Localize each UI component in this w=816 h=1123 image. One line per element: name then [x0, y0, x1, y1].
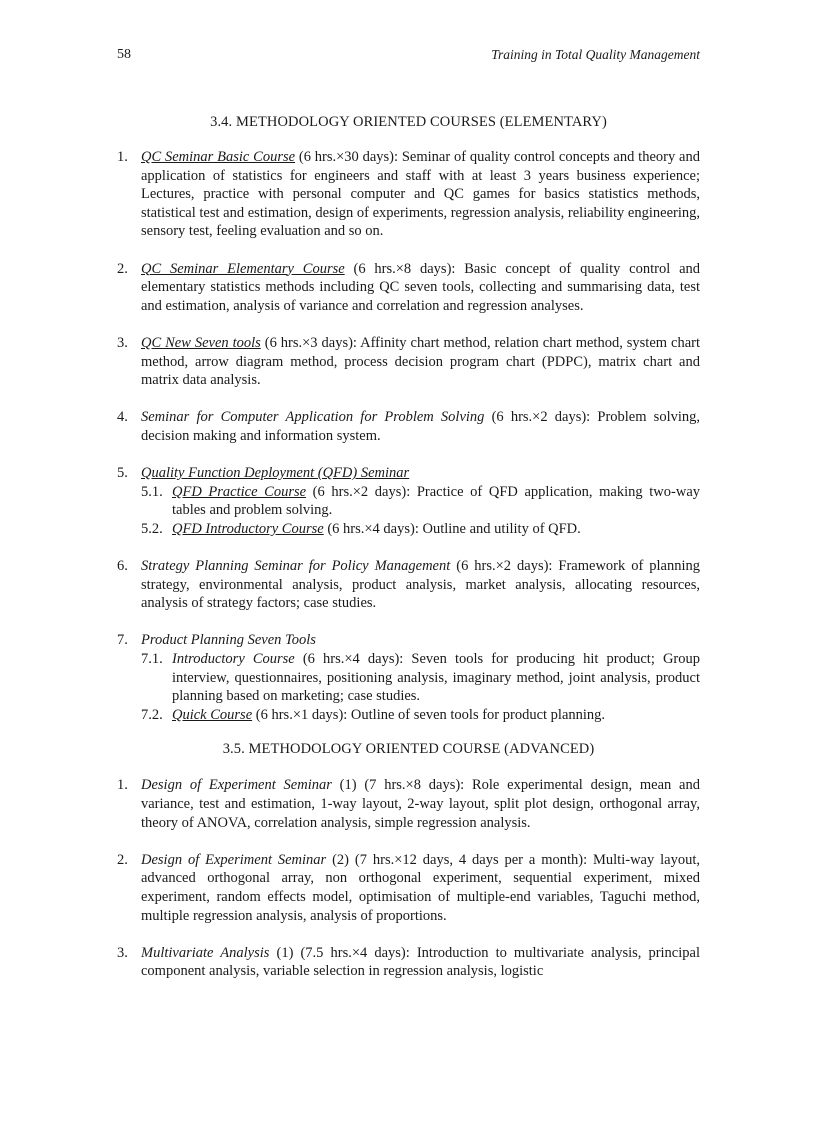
course-item: [117, 557, 700, 613]
course-number: 3.: [117, 944, 128, 961]
course-item: [117, 851, 700, 925]
course-detail: (6 hrs.×2 days): Framework of planning strategy, environmental analysis, product analysis, market analysis, allocating resources, analysis of strategy factors; case studies.: [141, 558, 700, 612]
subitem-title: Quick Course: [172, 706, 253, 723]
subitem-number: 7.1.: [141, 651, 163, 668]
course-detail: (6 hrs.×30 days): Seminar of quality control concepts and theory and application of statistics for engineers and staff with at least 3 years business experience; Lectures, practice with personal computer and QC games for basics statistics methods, statistical test and estimation, design of experiments, regression analysis, reliability engineering, sensory test, feeling evaluation and so on.: [141, 149, 700, 240]
course-item: [117, 776, 700, 832]
subitem-detail: (6 hrs.×4 days): Seven tools for producing hit product; Group interview, questionnaires, positioning analysis, imaginary method, joint analysis, product planning based on marketing; case studies.: [172, 651, 700, 705]
course-detail: (1) (7 hrs.×8 days): Role experimental design, mean and variance, test and estimation, 1-way layout, 2-way layout, split plot design, orthogonal array, theory of ANOVA, correlation analysis, simple regression analysis.: [141, 777, 700, 831]
subitem-number: 7.2.: [141, 706, 163, 723]
course-detail: (6 hrs.×8 days): Basic concept of quality control and elementary statistics methods including QC seven tools, collecting and summarising data, test and estimation, analysis of variance and correlation and regression analyses.: [141, 260, 701, 314]
course-item: [117, 464, 700, 538]
subitem-detail: (6 hrs.×1 days): Outline of seven tools for product planning.: [252, 706, 606, 723]
course-item: [117, 944, 700, 981]
course-number: 2.: [117, 260, 128, 277]
subitem-title: Introductory Course: [172, 651, 295, 668]
course-title: Product Planning Seven Tools: [141, 632, 316, 649]
course-subitems: [141, 650, 700, 724]
course-subitem: [141, 520, 700, 539]
page-header: [117, 47, 700, 67]
course-detail: (1) (7.5 hrs.×4 days): Introduction to multivariate analysis, principal component analysis, variable selection in regression analysis, logistic: [141, 944, 700, 980]
subitem-title: QFD Introductory Course: [172, 520, 324, 537]
page-number: 58: [117, 47, 131, 62]
course-item: [117, 260, 700, 316]
course-title: QC Seminar Basic Course: [141, 149, 296, 165]
course-title: Design of Experiment Seminar: [141, 777, 332, 794]
course-number: 5.: [117, 465, 128, 482]
course-number: 1.: [117, 777, 128, 794]
course-subitems: [141, 483, 700, 539]
course-number: 3.: [117, 334, 128, 351]
subitem-number: 5.2.: [141, 520, 163, 537]
course-title: QC Seminar Elementary Course: [141, 260, 345, 277]
course-subitem: [141, 706, 700, 725]
section-heading-advanced: 3.5. METHODOLOGY ORIENTED COURSE (ADVANCED): [222, 741, 595, 758]
course-number: 1.: [117, 149, 128, 165]
course-detail: (6 hrs.×2 days): Problem solving, decision making and information system.: [141, 409, 700, 444]
course-item: [117, 334, 700, 390]
course-number: 6.: [117, 558, 128, 575]
course-title: Quality Function Deployment (QFD) Seminar: [141, 465, 410, 482]
course-number: 7.: [117, 632, 128, 649]
section-heading-elementary: 3.4. METHODOLOGY ORIENTED COURSES (ELEMENTARY): [210, 114, 607, 130]
course-title: Design of Experiment Seminar: [141, 851, 327, 868]
page-content: [117, 113, 700, 981]
subitem-title: QFD Practice Course: [172, 483, 307, 500]
course-number: 2.: [117, 851, 128, 868]
running-title: Training in Total Quality Management: [491, 47, 700, 62]
course-title: Seminar for Computer Application for Problem Solving: [141, 409, 485, 426]
subitem-number: 5.1.: [141, 483, 163, 500]
subitem-detail: (6 hrs.×4 days): Outline and utility of QFD.: [323, 520, 581, 537]
elementary-course-list: [117, 148, 700, 724]
course-item: [117, 148, 700, 241]
course-detail: (6 hrs.×3 days): Affinity chart method, relation chart method, system chart method, arrow diagram method, process decision program chart (PDPC), matrix chart and matrix data analysis.: [141, 334, 700, 389]
course-detail: (2) (7 hrs.×12 days, 4 days per a month): Multi-way layout, advanced orthogonal array, non orthogonal experiment, sequential experiment, mixed experiment, random effects model, optimisation of multiple-end variables, Taguchi method, multiple regression analysis, analysis of proportions.: [141, 851, 700, 924]
course-subitem: [141, 483, 700, 520]
course-title: Multivariate Analysis: [141, 944, 270, 961]
course-subitem: [141, 650, 700, 706]
course-item: [117, 631, 700, 724]
subitem-detail: (6 hrs.×2 days): Practice of QFD application, making two-way tables and problem solving.: [172, 483, 701, 519]
course-title: Strategy Planning Seminar for Policy Management: [141, 558, 451, 575]
course-title: QC New Seven tools: [141, 334, 261, 351]
course-number: 4.: [117, 409, 128, 426]
advanced-course-list: [117, 776, 700, 981]
course-item: [117, 408, 700, 445]
